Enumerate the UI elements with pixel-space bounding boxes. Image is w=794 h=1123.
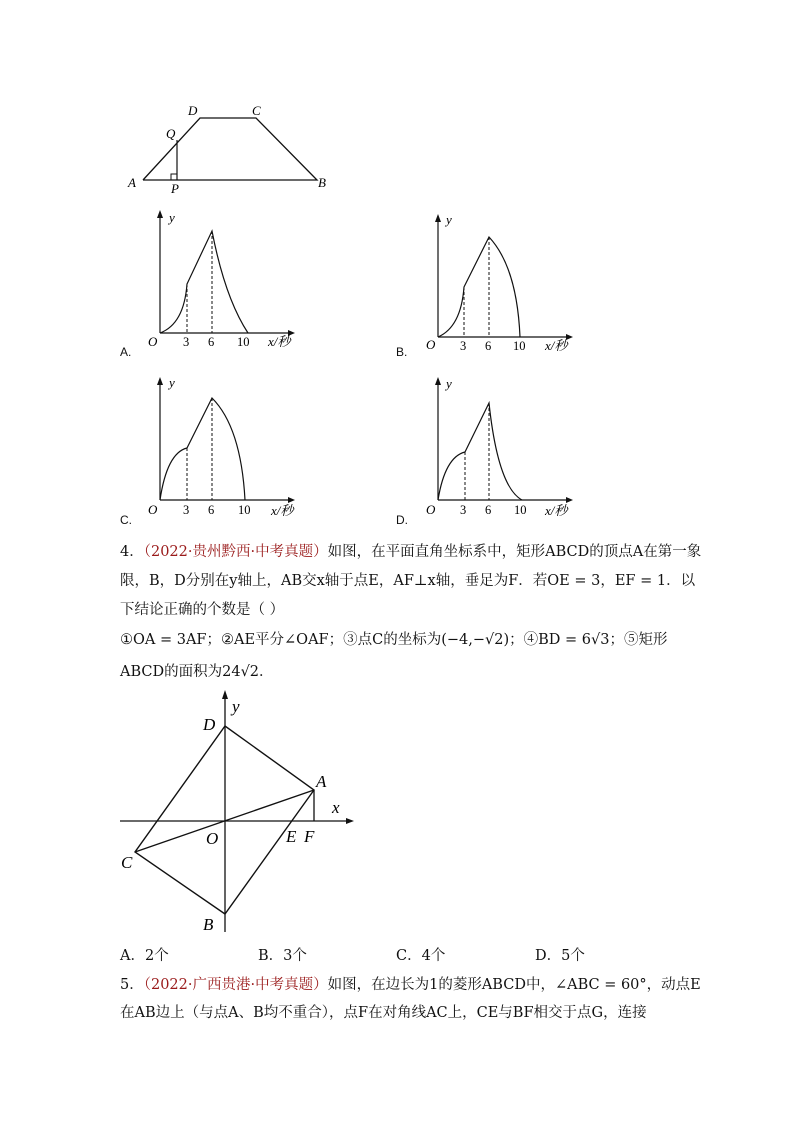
svg-text:x/秒: x/秒: [268, 334, 291, 349]
option-d-label: D.: [396, 513, 408, 527]
label-C: C: [121, 853, 133, 872]
q4-figure: [110, 690, 370, 940]
label-C: C: [252, 103, 261, 118]
svg-text:6: 6: [208, 503, 215, 517]
svg-text:10: 10: [514, 503, 527, 517]
label-B: B: [203, 915, 214, 934]
label-B: B: [318, 175, 326, 190]
q5-line2: 在AB边上（与点A、B均不重合），点F在对角线AC上，CE与BF相交于点G，连接: [120, 1005, 647, 1021]
label-F: F: [304, 827, 315, 846]
svg-text:y: y: [169, 210, 175, 225]
svg-text:6: 6: [208, 335, 215, 349]
svg-text:3: 3: [183, 503, 190, 517]
svg-text:6: 6: [485, 503, 492, 517]
option-a-label: A.: [120, 345, 132, 359]
label-y: y: [232, 697, 240, 716]
svg-text:10: 10: [513, 339, 526, 353]
graph-option-b: [418, 212, 588, 357]
trapezoid-figure: [120, 95, 340, 200]
graph-option-c: [140, 375, 310, 520]
q4-choice-b: B．3个: [258, 948, 307, 964]
svg-text:10: 10: [237, 335, 250, 349]
graph-option-a: [140, 208, 310, 353]
svg-text:3: 3: [183, 335, 190, 349]
svg-text:x/秒: x/秒: [545, 503, 568, 518]
svg-text:3: 3: [460, 503, 467, 517]
label-x: x: [332, 798, 340, 817]
label-A: A: [316, 772, 327, 791]
q5-source: （2022·广西贵港·中考真题）: [143, 977, 328, 993]
option-b-label: B.: [396, 345, 408, 359]
label-P: P: [171, 181, 179, 196]
svg-text:3: 3: [460, 339, 467, 353]
graph-curve: [160, 231, 248, 333]
label-O: O: [206, 829, 219, 848]
svg-text:x/秒: x/秒: [545, 338, 568, 353]
graph-curve: [438, 403, 522, 500]
q4-number: 4．: [120, 544, 144, 560]
q4-line5: ABCD的面积为24√2．: [120, 664, 274, 680]
q4-source: （2022·贵州黔西·中考真题）: [143, 544, 328, 560]
q4-line1: [120, 540, 701, 561]
svg-text:O: O: [426, 337, 436, 352]
svg-text:x/秒: x/秒: [271, 503, 294, 518]
svg-text:y: y: [446, 212, 452, 227]
q4-line3: 下结论正确的个数是（ ）: [120, 602, 285, 618]
svg-text:y: y: [446, 376, 452, 391]
graph-curve: [438, 237, 520, 337]
q4-line2: 限，B，D分别在y轴上，AB交x轴于点E，AF⊥x轴，垂足为F．若OE = 3，EF = 1．以: [120, 573, 696, 589]
q4-choice-a: A．2个: [120, 948, 169, 964]
graph-curve: [160, 398, 245, 500]
label-E: E: [286, 827, 297, 846]
svg-text:O: O: [148, 502, 158, 517]
label-Q: Q: [166, 126, 176, 141]
svg-text:10: 10: [238, 503, 251, 517]
label-D: D: [188, 103, 198, 118]
q4-choice-c: C．4个: [396, 948, 446, 964]
svg-text:y: y: [169, 375, 175, 390]
q4-line4: ①OA = 3AF；②AE平分∠OAF；③点C的坐标为(−4,−√2)；④BD = 6√3；⑤矩形: [120, 632, 668, 648]
q5-text-1: 如图，在边长为1的菱形ABCD中，∠ABC = 60°，动点E: [327, 977, 701, 993]
q5-number: 5．: [120, 977, 144, 993]
q4-text-1: 如图，在平面直角坐标系中，矩形ABCD的顶点A在第一象: [327, 544, 702, 560]
label-A: A: [128, 175, 136, 190]
q5-line1: [120, 973, 701, 994]
svg-text:6: 6: [485, 339, 492, 353]
q4-choice-d: D．5个: [535, 948, 585, 964]
option-c-label: C.: [120, 513, 132, 527]
svg-text:O: O: [148, 334, 158, 349]
right-angle-mark: [171, 174, 177, 180]
graph-option-d: [418, 375, 588, 520]
label-D: D: [203, 715, 216, 734]
svg-text:O: O: [426, 502, 436, 517]
